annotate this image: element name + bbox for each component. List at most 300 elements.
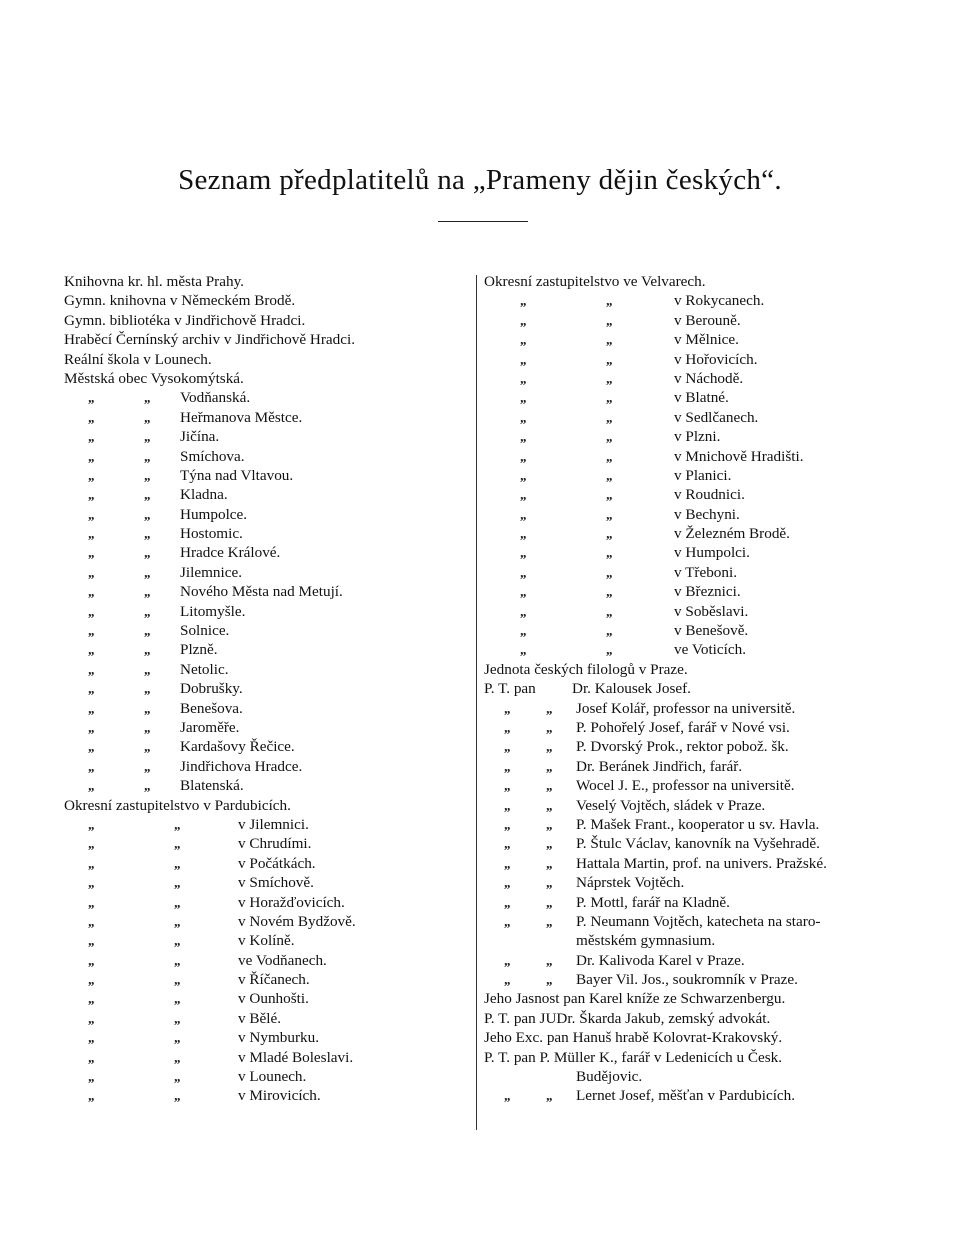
ditto-mark: „ [88,390,95,406]
ditto-mark: „ [144,564,151,580]
ditto-mark: „ [546,778,553,794]
ditto-mark: „ [88,526,95,542]
ditto-mark: „ [144,545,151,561]
ditto-mark: „ [88,487,95,503]
ditto-mark: „ [504,797,511,813]
list-item [484,524,924,543]
ditto-mark: „ [88,894,95,910]
ditto-mark: „ [88,564,95,580]
list-item [64,679,464,698]
ditto-mark: „ [606,390,613,406]
entry-text: ve Voticích. [674,641,746,659]
ditto-mark: „ [504,952,511,968]
ditto-mark: „ [520,623,527,639]
ditto-mark: „ [520,293,527,309]
ditto-mark: „ [88,1010,95,1026]
ditto-mark: „ [88,778,95,794]
list-item [484,350,924,369]
list-item [64,1009,464,1028]
ditto-mark: „ [174,1049,181,1065]
ditto-mark: „ [88,642,95,658]
list-item [484,427,924,446]
ditto-mark: „ [546,972,553,988]
entry-text: v Berouně. [674,311,741,329]
list-item [484,699,924,718]
ditto-mark: „ [144,642,151,658]
list-item [64,640,464,659]
entry-text: Blatenská. [180,777,244,795]
ditto-mark: „ [88,603,95,619]
ditto-mark: „ [144,603,151,619]
ditto-mark: „ [606,584,613,600]
ditto-mark: „ [546,816,553,832]
ditto-mark: „ [606,429,613,445]
ditto-mark: „ [606,487,613,503]
ditto-mark: „ [88,623,95,639]
ditto-mark: „ [174,913,181,929]
ditto-mark: „ [88,855,95,871]
ditto-mark: „ [546,739,553,755]
ditto-mark: „ [174,952,181,968]
list-item [484,291,924,310]
entry-text: Wocel J. E., professor na universitě. [576,777,795,795]
list-item [64,485,464,504]
ditto-mark: „ [88,661,95,677]
ditto-mark: „ [504,972,511,988]
ditto-mark: „ [504,778,511,794]
ditto-mark: „ [144,409,151,425]
list-item [484,563,924,582]
entry-text: v Březnici. [674,583,741,601]
list-item [64,989,464,1008]
entry-text: Vodňanská. [180,389,251,407]
entry-text: Dr. Kalousek Josef. [572,680,691,698]
list-item [64,602,464,621]
ditto-mark: „ [520,409,527,425]
list-item [484,505,924,524]
ditto-mark: „ [174,836,181,852]
ditto-mark: „ [546,952,553,968]
entry-text: Netolic. [180,660,229,678]
entry-text: Dobrušky. [180,680,243,698]
list-item: Jeho Jasnost pan Karel kníže ze Schwarzenbergu. [484,990,786,1008]
ditto-mark: „ [546,1088,553,1104]
list-item [484,737,924,756]
ditto-mark: „ [606,332,613,348]
list-item [64,1067,464,1086]
entry-text: v Jilemnici. [238,815,309,833]
ditto-mark: „ [144,623,151,639]
entry-text: v Benešově. [674,622,749,640]
ditto-mark: „ [606,293,613,309]
ditto-mark: „ [546,913,553,929]
list-item [484,1067,924,1086]
ditto-mark: „ [88,933,95,949]
ditto-mark: „ [88,952,95,968]
ditto-mark: „ [520,526,527,542]
entry-text: Jilemnice. [180,563,242,581]
ditto-mark: „ [88,506,95,522]
ditto-mark: „ [88,429,95,445]
ditto-mark: „ [88,816,95,832]
entry-text: Josef Kolář, professor na universitě. [576,699,796,717]
ditto-mark: „ [546,797,553,813]
entry-continuation: městském gymnasium. [576,932,716,950]
ditto-mark: „ [546,758,553,774]
list-item [64,912,464,931]
ditto-mark: „ [88,681,95,697]
ditto-mark: „ [546,700,553,716]
ditto-mark: „ [606,545,613,561]
list-item [484,311,924,330]
ditto-mark: „ [174,855,181,871]
list-item [484,970,924,989]
ditto-mark: „ [88,991,95,1007]
list-item [64,737,464,756]
list-item [484,388,924,407]
list-item: Hraběcí Černínský archiv v Jindřichově Hradci. [64,331,355,349]
list-item [484,602,924,621]
list-item [64,893,464,912]
entry-text: v Mladé Boleslavi. [238,1048,354,1066]
list-item [64,660,464,679]
ditto-mark: „ [144,429,151,445]
ditto-mark: „ [520,545,527,561]
entry-text: v Bělé. [238,1009,282,1027]
ditto-mark: „ [504,894,511,910]
list-item [484,854,924,873]
entry-text: Litomyšle. [180,602,246,620]
ditto-mark: „ [88,1069,95,1085]
ditto-mark: „ [606,409,613,425]
ditto-mark: „ [174,972,181,988]
ditto-mark: „ [546,836,553,852]
list-item [484,757,924,776]
entry-text: P. Mašek Frant., kooperator u sv. Havla. [576,815,820,833]
entry-text: P. Mottl, farář na Kladně. [576,893,730,911]
ditto-mark: „ [88,836,95,852]
ditto-mark: „ [88,972,95,988]
entry-text: v Sedlčanech. [674,408,759,426]
ditto-mark: „ [520,390,527,406]
list-item [484,912,924,931]
ditto-mark: „ [520,642,527,658]
entry-text: v Hořovicích. [674,350,758,368]
ditto-mark: „ [520,467,527,483]
ditto-mark: „ [546,875,553,891]
ditto-mark: „ [504,855,511,871]
entry-text: v Novém Bydžově. [238,912,356,930]
entry-text: Heřmanova Městce. [180,408,303,426]
entry-text: v Plzni. [674,428,721,446]
ditto-mark: „ [520,332,527,348]
ditto-mark: „ [88,1088,95,1104]
ditto-mark: „ [174,1010,181,1026]
list-item [484,893,924,912]
list-item [64,718,464,737]
entry-text: v Horažďovicích. [238,893,345,911]
list-item [484,815,924,834]
ditto-mark: „ [606,351,613,367]
list-item: Knihovna kr. hl. města Prahy. [64,273,244,290]
ditto-mark: „ [144,487,151,503]
ditto-mark: „ [504,836,511,852]
list-item: Gymn. bibliotéka v Jindřichově Hradci. [64,311,306,329]
ditto-mark: „ [174,933,181,949]
entry-text: v Nymburku. [238,1029,319,1047]
ditto-mark: „ [174,894,181,910]
entry-text: Jindřichova Hradce. [180,757,303,775]
entry-text: v Ounhošti. [238,990,309,1008]
ditto-mark: „ [504,913,511,929]
ditto-mark: „ [88,719,95,735]
list-item [64,524,464,543]
list-item [64,834,464,853]
ditto-mark: „ [88,758,95,774]
entry-prefix: P. T. pan [484,680,536,698]
entry-text: v Rokycanech. [674,292,765,310]
ditto-mark: „ [144,758,151,774]
entry-text: v Náchodě. [674,369,744,387]
column-divider [476,275,477,1130]
list-item [64,815,464,834]
entry-text: v Roudnici. [674,486,745,504]
section-heading: Okresní zastupitelstvo ve Velvarech. [484,273,706,290]
list-item [484,931,924,950]
entry-text: P. Neumann Vojtěch, katecheta na staro- [576,912,821,930]
list-item [484,582,924,601]
entry-text: Hostomic. [180,525,243,543]
ditto-mark: „ [174,991,181,1007]
list-item [64,408,464,427]
list-item: Jednota českých filologů v Praze. [484,660,688,678]
entry-text: v Třeboni. [674,563,737,581]
ditto-mark: „ [88,739,95,755]
ditto-mark: „ [606,564,613,580]
entry-text: v Počátkách. [238,854,316,872]
ditto-mark: „ [520,351,527,367]
list-item [64,543,464,562]
entry-text: Smíchova. [180,447,245,465]
entry-text: Jaroměře. [180,718,240,736]
entry-text: v Soběslavi. [674,602,749,620]
entry-text: v Mělnice. [674,331,739,349]
entry-text: ve Vodňanech. [238,951,327,969]
entry-text: v Lounech. [238,1068,307,1086]
ditto-mark: „ [88,913,95,929]
entry-text: v Bechyni. [674,505,740,523]
ditto-mark: „ [504,1088,511,1104]
ditto-mark: „ [520,429,527,445]
list-item [484,485,924,504]
list-item: Jeho Exc. pan Hanuš hrabě Kolovrat-Krakovský. [484,1029,783,1047]
entry-text: P. Pohořelý Josef, farář v Nové vsi. [576,718,790,736]
list-item [64,388,464,407]
list-item [64,931,464,950]
list-item: Gymn. knihovna v Německém Brodě. [64,292,296,310]
list-item [64,1086,464,1105]
ditto-mark: „ [520,584,527,600]
ditto-mark: „ [174,816,181,832]
list-item [64,873,464,892]
list-item: P. T. pan P. Müller K., farář v Ledenicích u Česk. [484,1048,783,1066]
ditto-mark: „ [606,370,613,386]
entry-text: Benešova. [180,699,243,717]
ditto-mark: „ [174,1030,181,1046]
entry-text: v Říčanech. [238,971,310,989]
entry-text: Týna nad Vltavou. [180,466,294,484]
ditto-mark: „ [520,506,527,522]
ditto-mark: „ [88,467,95,483]
entry-text: Solnice. [180,622,230,640]
entry-text: v Mnichově Hradišti. [674,447,804,465]
ditto-mark: „ [88,584,95,600]
list-item [484,718,924,737]
entry-text: Veselý Vojtěch, sládek v Praze. [576,796,766,814]
list-item [484,776,924,795]
ditto-mark: „ [144,448,151,464]
list-item [64,970,464,989]
list-item [484,951,924,970]
ditto-mark: „ [144,739,151,755]
list-item [64,951,464,970]
entry-text: v Mirovicích. [238,1087,321,1105]
ditto-mark: „ [504,739,511,755]
list-item [484,1086,924,1105]
ditto-mark: „ [144,584,151,600]
ditto-mark: „ [174,1069,181,1085]
ditto-mark: „ [520,448,527,464]
entry-text: P. Dvorský Prok., rektor pobož. šk. [576,738,789,756]
ditto-mark: „ [606,603,613,619]
list-item [484,447,924,466]
entry-text: Náprstek Vojtěch. [576,874,685,892]
list-item [64,1028,464,1047]
list-item [484,330,924,349]
entry-text: Lernet Josef, měšťan v Pardubicích. [576,1087,796,1105]
right-column [484,272,924,1106]
entry-text: Nového Města nad Metují. [180,583,343,601]
entry-text: v Blatné. [674,389,729,407]
ditto-mark: „ [606,448,613,464]
list-item [64,776,464,795]
ditto-mark: „ [144,390,151,406]
ditto-mark: „ [144,719,151,735]
list-item [64,447,464,466]
ditto-mark: „ [504,875,511,891]
list-item [484,679,924,698]
list-item [64,427,464,446]
ditto-mark: „ [88,545,95,561]
ditto-mark: „ [144,681,151,697]
list-item [64,563,464,582]
entry-text: Kardašovy Řečice. [180,738,295,756]
list-item [484,369,924,388]
ditto-mark: „ [546,855,553,871]
ditto-mark: „ [520,487,527,503]
ditto-mark: „ [546,894,553,910]
section-heading: Okresní zastupitelstvo v Pardubicích. [64,796,291,814]
ditto-mark: „ [88,448,95,464]
ditto-mark: „ [520,564,527,580]
entry-text: Dr. Beránek Jindřich, farář. [576,757,743,775]
ditto-mark: „ [606,642,613,658]
list-item [64,505,464,524]
ditto-mark: „ [606,506,613,522]
list-item [64,699,464,718]
entry-text: v Chrudími. [238,835,312,853]
list-item [64,582,464,601]
entry-continuation: Budějovic. [576,1068,643,1086]
list-item [484,796,924,815]
list-item [484,834,924,853]
ditto-mark: „ [88,1049,95,1065]
ditto-mark: „ [174,875,181,891]
ditto-mark: „ [88,875,95,891]
entry-text: Dr. Kalivoda Karel v Praze. [576,951,745,969]
ditto-mark: „ [606,526,613,542]
title-divider [438,221,528,222]
ditto-mark: „ [144,506,151,522]
entry-text: v Humpolci. [674,544,750,562]
ditto-mark: „ [144,661,151,677]
ditto-mark: „ [606,312,613,328]
list-item [484,543,924,562]
ditto-mark: „ [88,1030,95,1046]
ditto-mark: „ [546,719,553,735]
ditto-mark: „ [174,1088,181,1104]
entry-text: v Kolíně. [238,932,295,950]
entry-text: Plzně. [180,641,218,659]
ditto-mark: „ [144,700,151,716]
entry-text: v Planici. [674,466,732,484]
entry-text: Jičína. [180,428,220,446]
ditto-mark: „ [144,467,151,483]
ditto-mark: „ [504,816,511,832]
list-item: P. T. pan JUDr. Škarda Jakub, zemský advokát. [484,1009,771,1027]
ditto-mark: „ [504,758,511,774]
ditto-mark: „ [504,700,511,716]
ditto-mark: „ [520,370,527,386]
list-item [64,466,464,485]
list-item [484,640,924,659]
entry-text: Bayer Vil. Jos., soukromník v Praze. [576,971,798,989]
list-item [64,757,464,776]
left-column [64,272,464,1106]
ditto-mark: „ [144,778,151,794]
ditto-mark: „ [606,623,613,639]
ditto-mark: „ [520,312,527,328]
ditto-mark: „ [520,603,527,619]
entry-text: Humpolce. [180,505,248,523]
list-item [484,466,924,485]
list-item: Městská obec Vysokomýtská. [64,369,244,387]
ditto-mark: „ [606,467,613,483]
list-item [64,854,464,873]
entry-text: Kladna. [180,486,228,504]
page-title: Seznam předplatitelů na „Prameny dějin českých“. [178,164,782,196]
list-item [64,1048,464,1067]
list-item: Reální škola v Lounech. [64,350,212,368]
entry-text: Hattala Martin, prof. na univers. Pražské. [576,854,827,872]
ditto-mark: „ [504,719,511,735]
entry-text: P. Štulc Václav, kanovník na Vyšehradě. [576,835,820,853]
entry-text: v Železném Brodě. [674,525,790,543]
list-item [64,621,464,640]
list-item [484,621,924,640]
ditto-mark: „ [88,700,95,716]
list-item [484,408,924,427]
